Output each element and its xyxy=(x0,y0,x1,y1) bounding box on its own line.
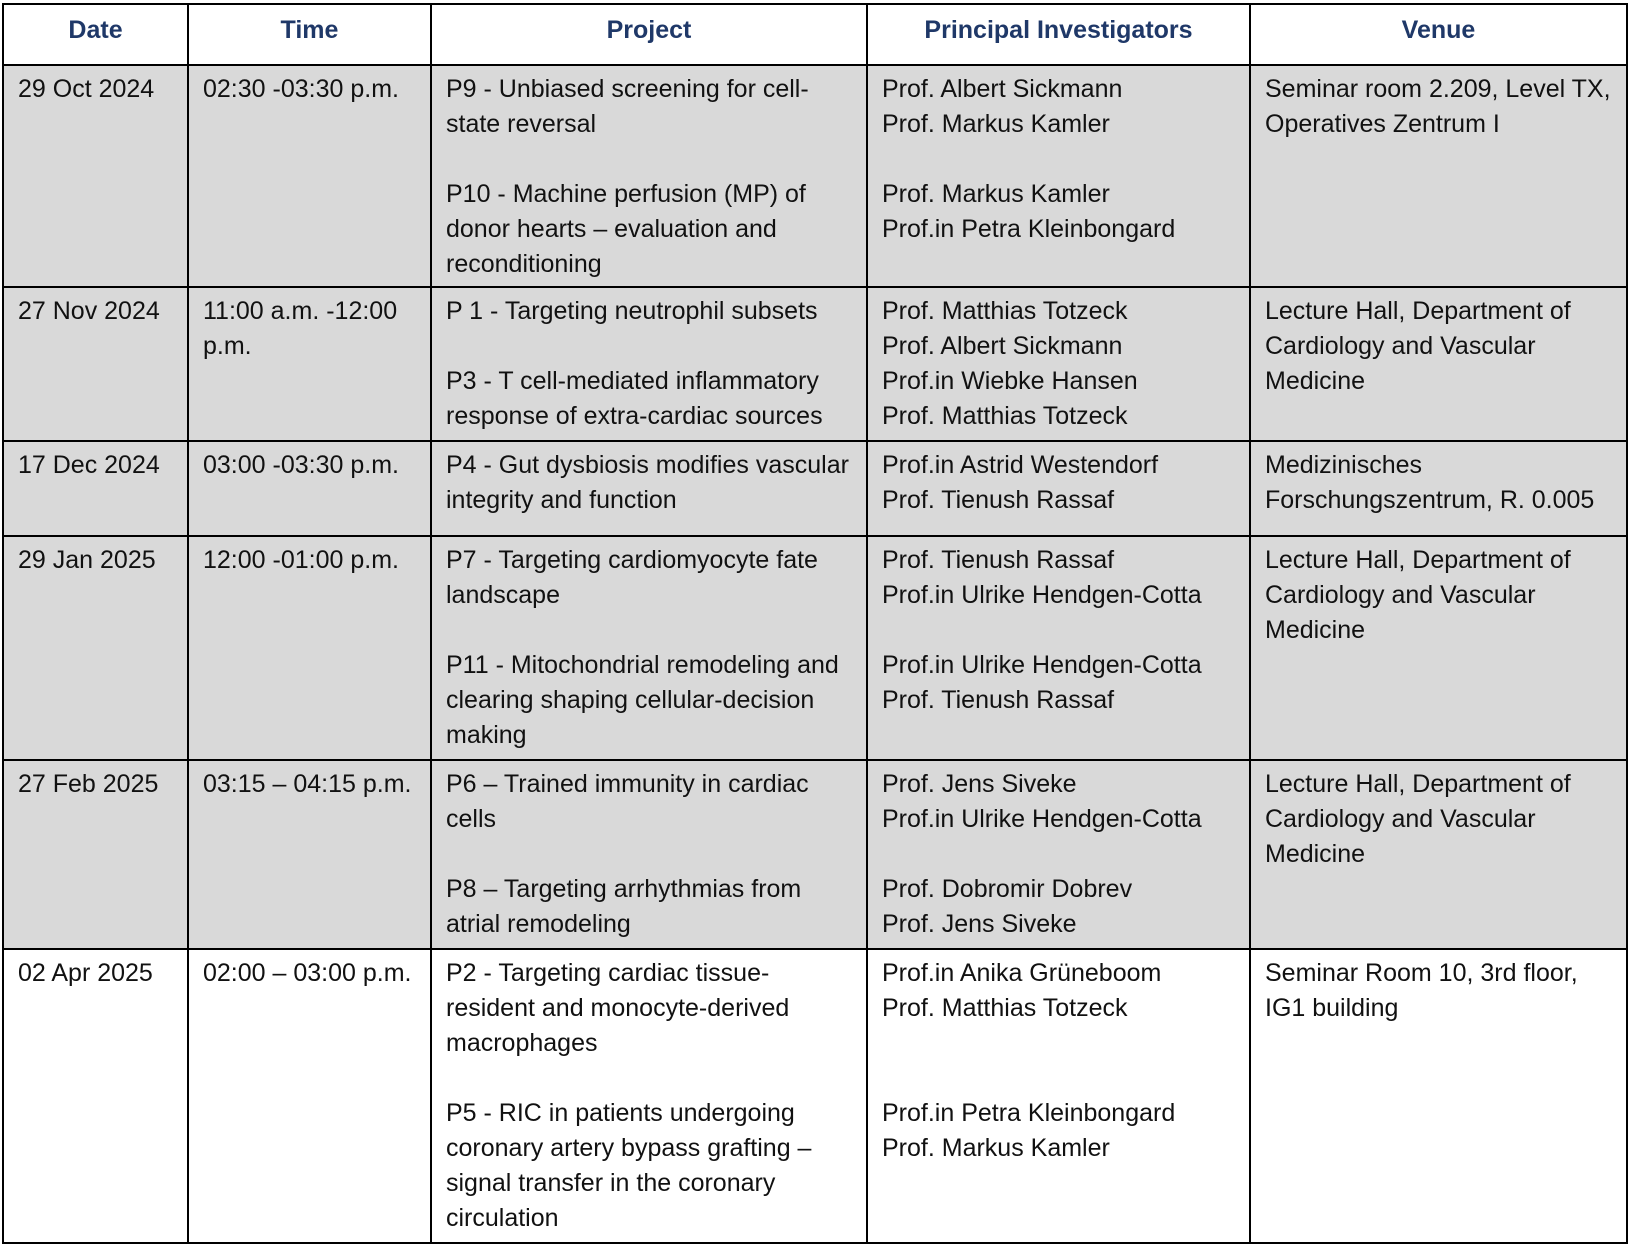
schedule-table xyxy=(2,3,1628,1244)
pi-name: Prof. Albert Sickmann xyxy=(882,75,1123,103)
project-entry: P9 - Unbiased screening for cell-state reversal xyxy=(446,75,809,138)
table-row xyxy=(3,287,1627,441)
project-entry: P6 – Trained immunity in cardiac cells xyxy=(446,770,816,833)
project-cell xyxy=(431,949,867,1243)
project-entry: P10 - Machine perfusion (MP) of donor hearts – evaluation and reconditioning xyxy=(446,180,813,278)
spacer xyxy=(446,837,852,872)
pi-name: Prof. Dobromir Dobrev xyxy=(882,875,1133,903)
pi-name: Prof. Tienush Rassaf xyxy=(882,686,1115,714)
pi-name: Prof. Jens Siveke xyxy=(882,910,1077,938)
spacer xyxy=(446,613,852,648)
date-cell: 29 Oct 2024 xyxy=(3,65,188,287)
pi-name: Prof. Matthias Totzeck xyxy=(882,402,1128,430)
project-cell xyxy=(431,65,867,287)
table-row xyxy=(3,536,1627,760)
pi-name: Prof. Jens Siveke xyxy=(882,770,1077,798)
project-entry: P4 - Gut dysbiosis modifies vascular integrity and function xyxy=(446,451,856,514)
project-entry: P5 - RIC in patients undergoing coronary artery bypass grafting – signal transfer in the coronary circulation xyxy=(446,1099,819,1232)
time-cell: 11:00 a.m. -12:00 p.m. xyxy=(188,287,431,441)
venue-cell: Medizinisches Forschungszentrum, R. 0.005 xyxy=(1250,441,1627,536)
pi-cell xyxy=(867,949,1250,1243)
table-row xyxy=(3,949,1627,1243)
spacer xyxy=(446,1061,852,1096)
pi-name: Prof. Matthias Totzeck xyxy=(882,297,1128,325)
project-cell xyxy=(431,287,867,441)
time-cell: 02:30 -03:30 p.m. xyxy=(188,65,431,287)
venue-cell: Seminar Room 10, 3rd floor, IG1 building xyxy=(1250,949,1627,1243)
pi-name: Prof. Tienush Rassaf xyxy=(882,546,1115,574)
spacer xyxy=(446,329,852,364)
header-row xyxy=(3,4,1627,65)
time-cell: 03:15 – 04:15 p.m. xyxy=(188,760,431,949)
project-entry: P 1 - Targeting neutrophil subsets xyxy=(446,297,818,325)
time-cell: 03:00 -03:30 p.m. xyxy=(188,441,431,536)
pi-name: Prof.in Astrid Westendorf xyxy=(882,451,1159,479)
header-time: Time xyxy=(188,4,431,65)
project-cell xyxy=(431,536,867,760)
spacer xyxy=(882,1061,1235,1096)
project-entry: P7 - Targeting cardiomyocyte fate landscape xyxy=(446,546,825,609)
project-cell xyxy=(431,441,867,536)
pi-name: Prof. Matthias Totzeck xyxy=(882,994,1128,1022)
header-date: Date xyxy=(3,4,188,65)
date-cell: 29 Jan 2025 xyxy=(3,536,188,760)
pi-name: Prof. Tienush Rassaf xyxy=(882,486,1115,514)
spacer xyxy=(882,1026,1235,1061)
pi-name: Prof.in Wiebke Hansen xyxy=(882,367,1138,395)
pi-name: Prof.in Ulrike Hendgen-Cotta xyxy=(882,581,1202,609)
project-entry: P11 - Mitochondrial remodeling and clearing shaping cellular-decision making xyxy=(446,651,846,749)
project-entry: P2 - Targeting cardiac tissue-resident and monocyte-derived macrophages xyxy=(446,959,797,1057)
spacer xyxy=(446,142,852,177)
date-cell: 27 Feb 2025 xyxy=(3,760,188,949)
date-cell: 27 Nov 2024 xyxy=(3,287,188,441)
table-row xyxy=(3,65,1627,287)
pi-name: Prof. Markus Kamler xyxy=(882,1134,1110,1162)
pi-name: Prof.in Ulrike Hendgen-Cotta xyxy=(882,651,1202,679)
time-cell: 02:00 – 03:00 p.m. xyxy=(188,949,431,1243)
project-entry: P3 - T cell-mediated inflammatory response of extra-cardiac sources xyxy=(446,367,826,430)
pi-name: Prof. Markus Kamler xyxy=(882,110,1110,138)
project-cell xyxy=(431,760,867,949)
venue-cell: Lecture Hall, Department of Cardiology and Vascular Medicine xyxy=(1250,536,1627,760)
venue-cell: Seminar room 2.209, Level TX, Operatives Zentrum I xyxy=(1250,65,1627,287)
pi-cell xyxy=(867,287,1250,441)
pi-name: Prof.in Petra Kleinbongard xyxy=(882,215,1176,243)
header-project: Project xyxy=(431,4,867,65)
pi-cell xyxy=(867,536,1250,760)
venue-cell: Lecture Hall, Department of Cardiology and Vascular Medicine xyxy=(1250,287,1627,441)
pi-cell xyxy=(867,441,1250,536)
date-cell: 02 Apr 2025 xyxy=(3,949,188,1243)
pi-cell xyxy=(867,760,1250,949)
spacer xyxy=(882,837,1235,872)
pi-name: Prof.in Petra Kleinbongard xyxy=(882,1099,1176,1127)
pi-cell xyxy=(867,65,1250,287)
pi-name: Prof.in Ulrike Hendgen-Cotta xyxy=(882,805,1202,833)
pi-name: Prof. Markus Kamler xyxy=(882,180,1110,208)
spacer xyxy=(882,142,1235,177)
spacer xyxy=(882,613,1235,648)
table-row xyxy=(3,760,1627,949)
header-venue: Venue xyxy=(1250,4,1627,65)
project-entry: P8 – Targeting arrhythmias from atrial remodeling xyxy=(446,875,809,938)
time-cell: 12:00 -01:00 p.m. xyxy=(188,536,431,760)
pi-name: Prof. Albert Sickmann xyxy=(882,332,1123,360)
header-principal-investigators: Principal Investigators xyxy=(867,4,1250,65)
date-cell: 17 Dec 2024 xyxy=(3,441,188,536)
venue-cell: Lecture Hall, Department of Cardiology and Vascular Medicine xyxy=(1250,760,1627,949)
pi-name: Prof.in Anika Grüneboom xyxy=(882,959,1162,987)
table-row xyxy=(3,441,1627,536)
